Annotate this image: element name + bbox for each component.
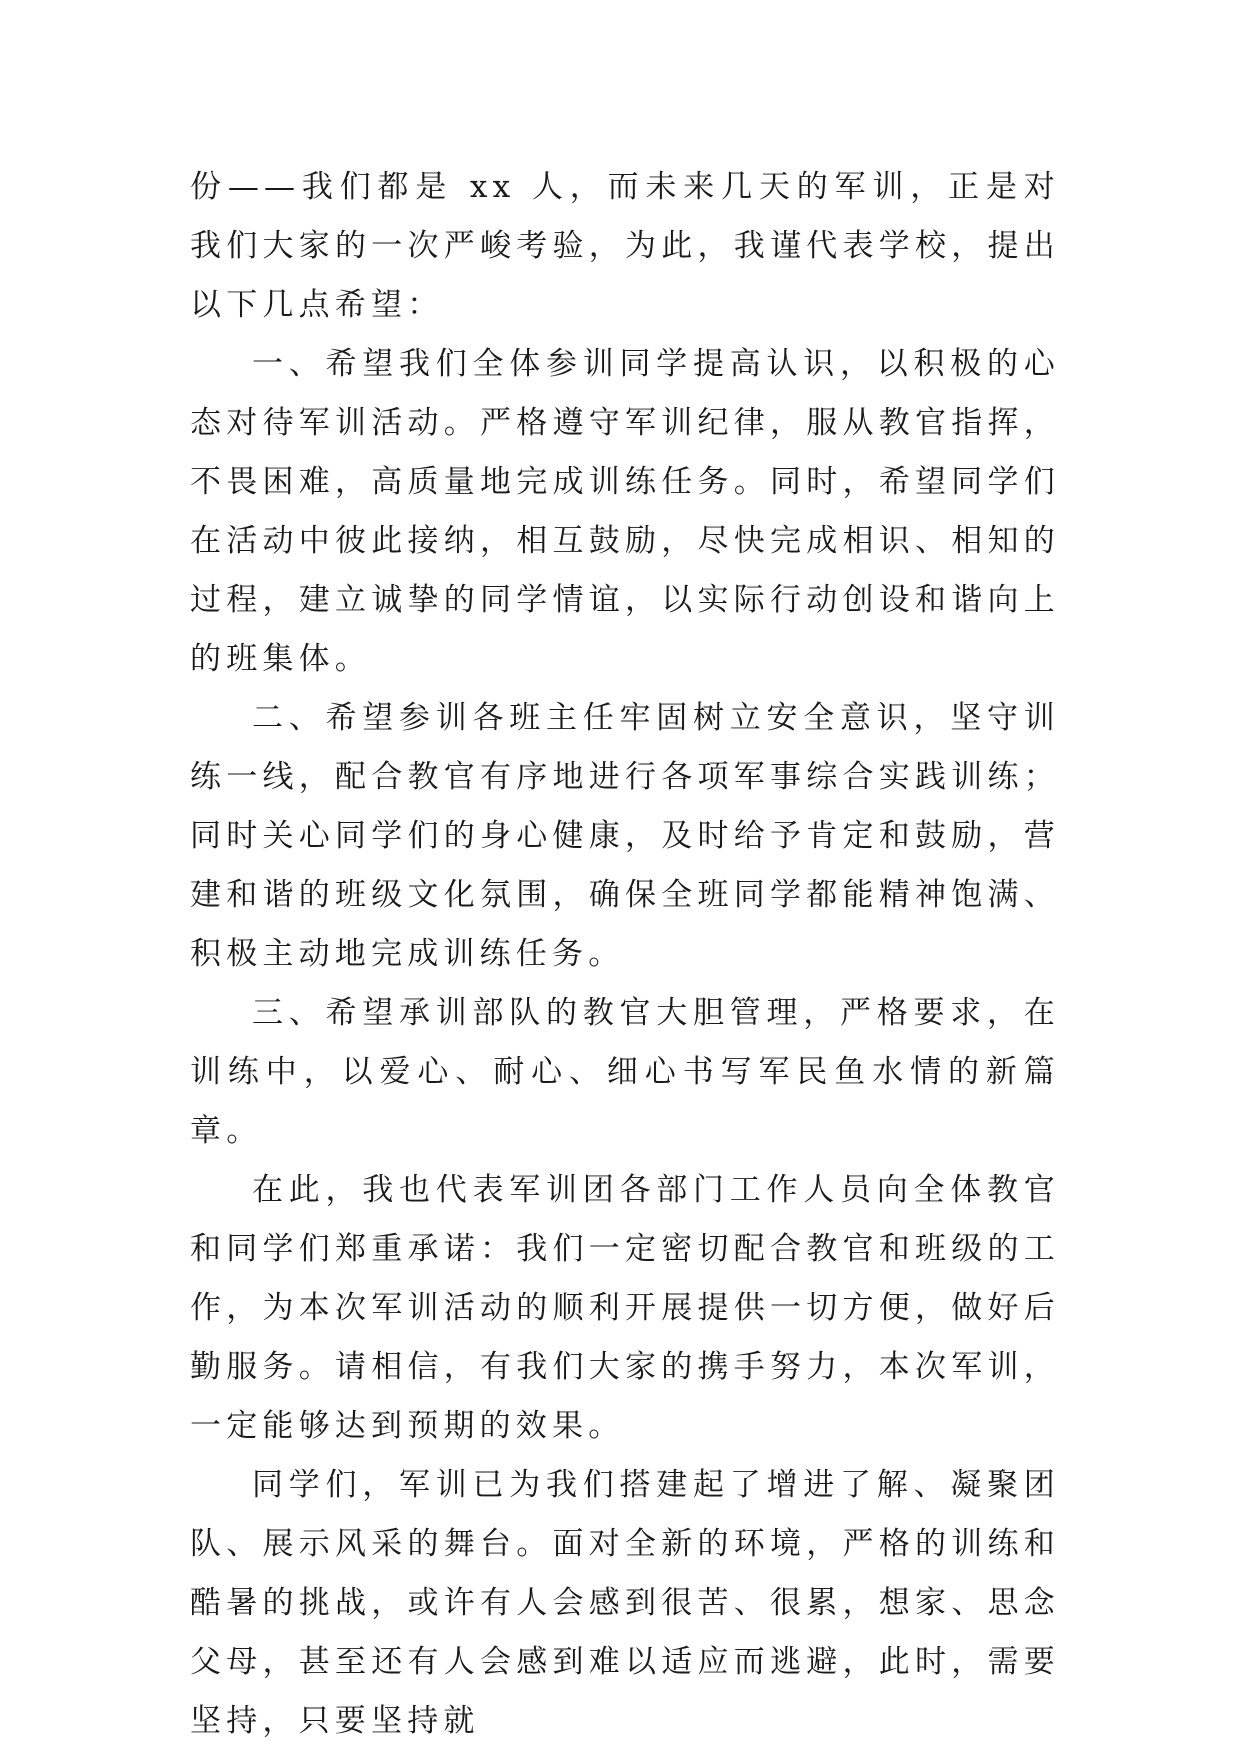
paragraph-hope-two: 二、希望参训各班主任牢固树立安全意识，坚守训练一线，配合教官有序地进行各项军事综合实践训练；同时关心同学们的身心健康，及时给予肯定和鼓励，营建和谐的班级文化氛围，确保全班同学都能精神饱满、积极主动地完成训练任务。 bbox=[190, 700, 1060, 972]
paragraph-commitment: 在此，我也代表军训团各部门工作人员向全体教官和同学们郑重承诺：我们一定密切配合教官和班级的工作，为本次军训活动的顺利开展提供一切方便，做好后勤服务。请相信，有我们大家的携手努力，本次军训，一定能够达到预期的效果。 bbox=[190, 1172, 1060, 1444]
paragraph-hope-three: 三、希望承训部队的教官大胆管理，严格要求，在训练中，以爱心、耐心、细心书写军民鱼水情的新篇章。 bbox=[190, 995, 1060, 1149]
paragraph-encouragement: 同学们，军训已为我们搭建起了增进了解、凝聚团队、展示风采的舞台。面对全新的环境，严格的训练和酷暑的挑战，或许有人会感到很苦、很累，想家、思念父母，甚至还有人会感到难以适应而逃避，此时，需要坚持，只要坚持就 bbox=[190, 1467, 1060, 1739]
document-body bbox=[190, 158, 1060, 1751]
paragraph-hope-one: 一、希望我们全体参训同学提高认识，以积极的心态对待军训活动。严格遵守军训纪律，服从教官指挥，不畏困难，高质量地完成训练任务。同时，希望同学们在活动中彼此接纳，相互鼓励，尽快完成相识、相知的过程，建立诚挚的同学情谊，以实际行动创设和谐向上的班集体。 bbox=[190, 346, 1060, 677]
paragraph-continuation: 份——我们都是 xx 人，而未来几天的军训，正是对我们大家的一次严峻考验，为此，我谨代表学校，提出以下几点希望： bbox=[190, 169, 1060, 323]
